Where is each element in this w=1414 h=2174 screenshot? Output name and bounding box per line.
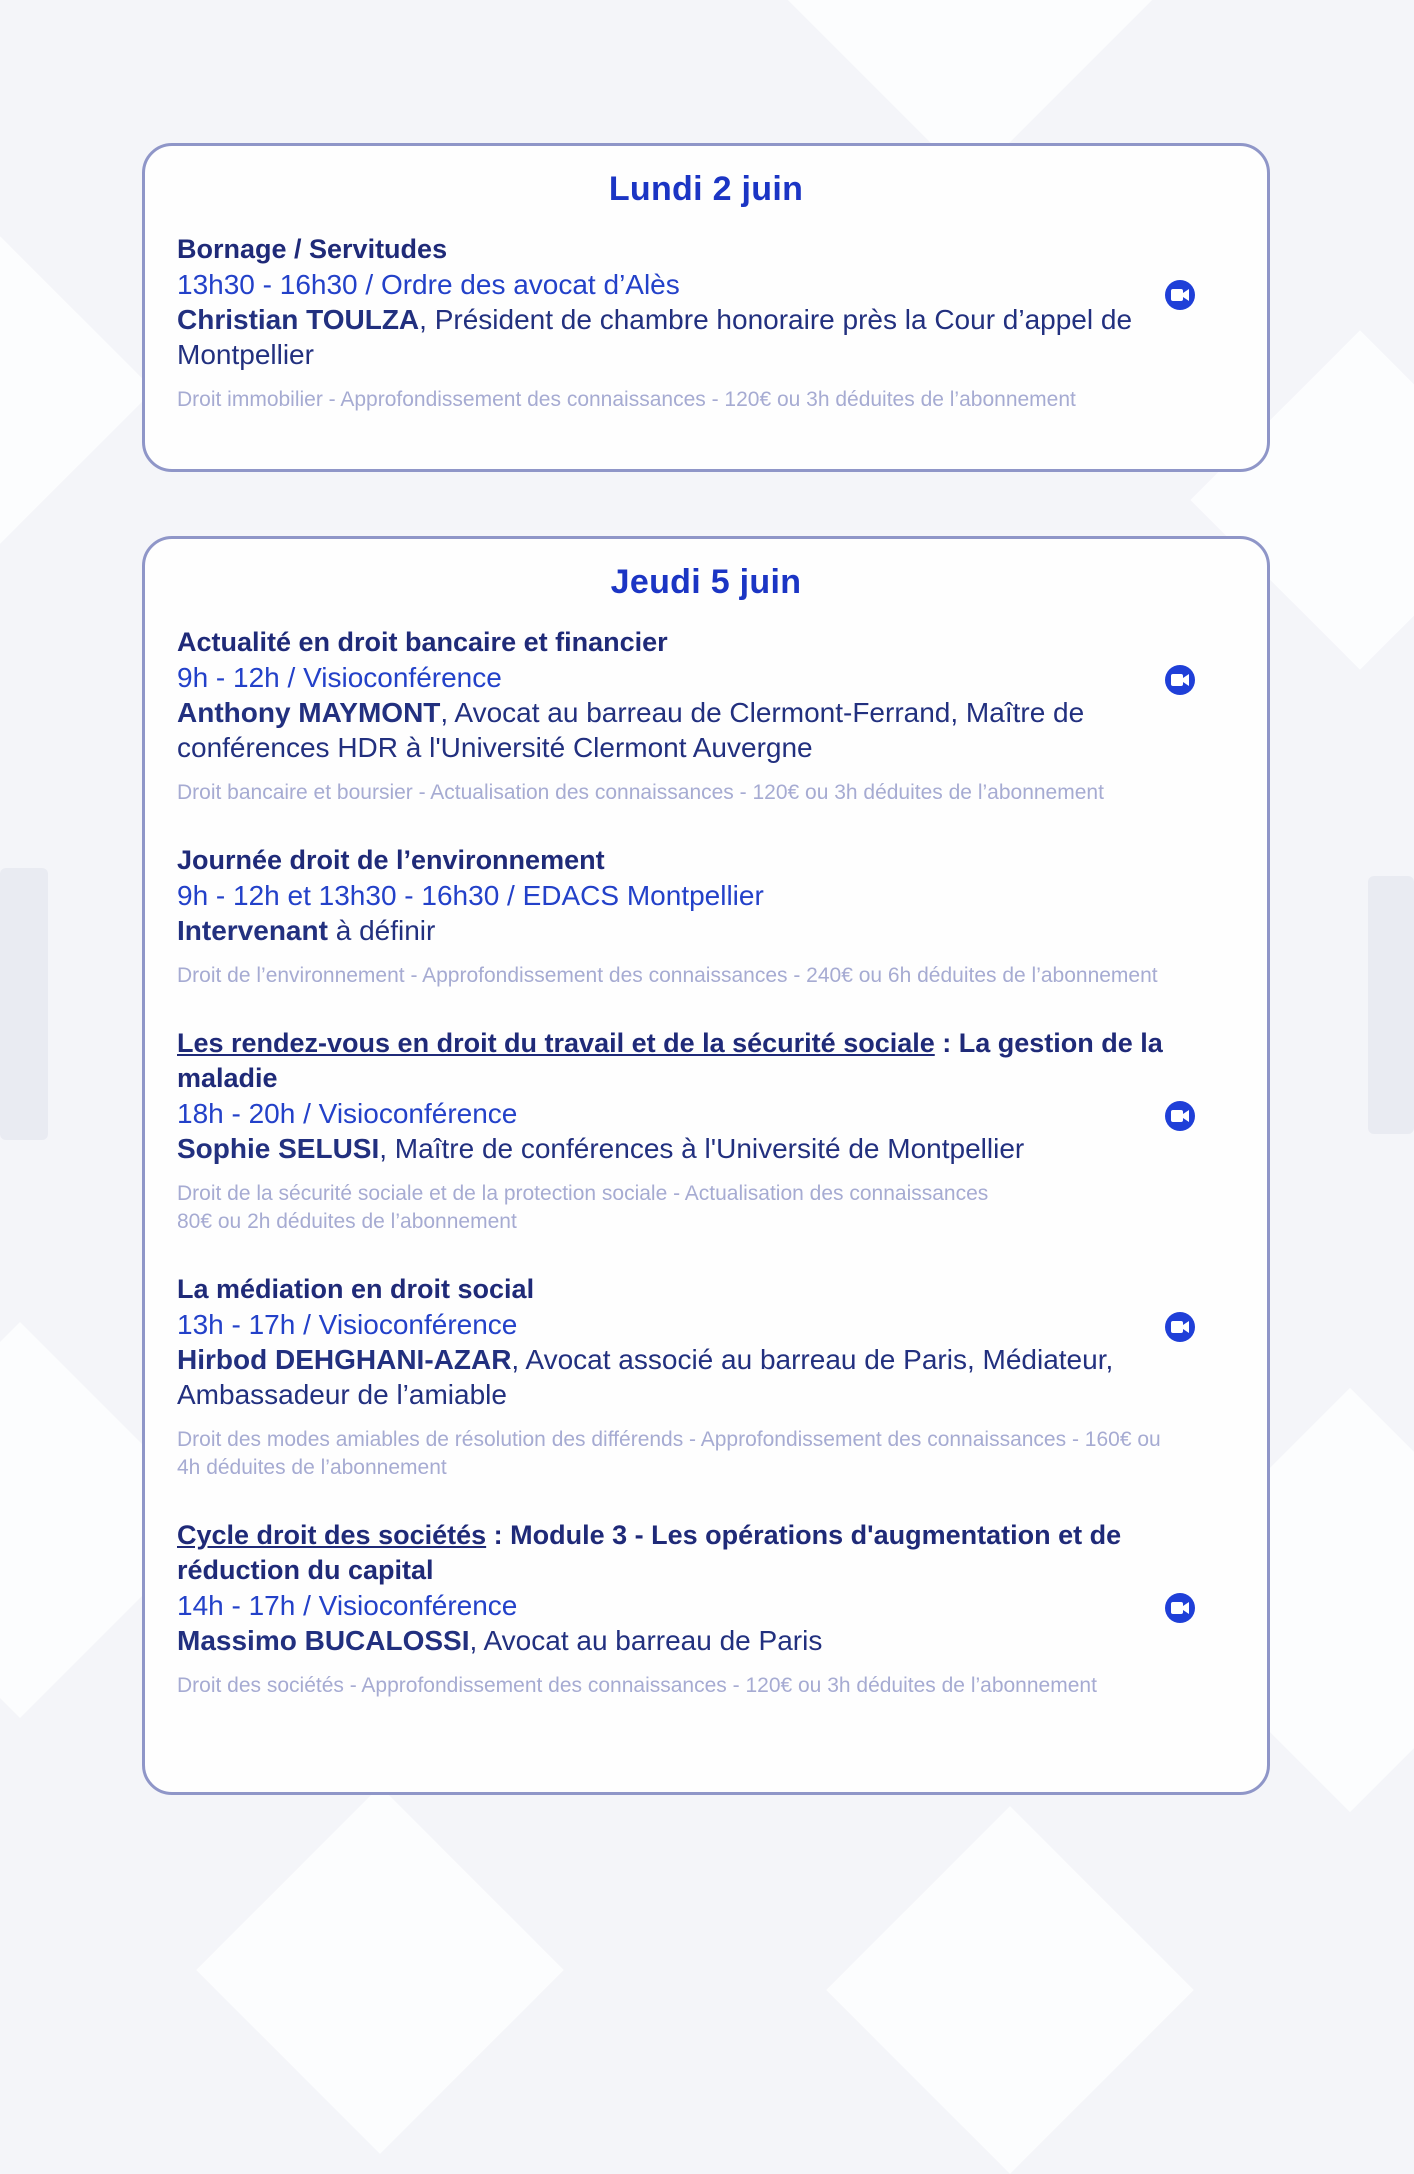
event-time-location: 18h - 20h / Visioconférence bbox=[177, 1098, 518, 1129]
background-diamond bbox=[826, 1806, 1194, 2174]
video-camera-icon[interactable] bbox=[1165, 665, 1195, 695]
event-title: Cycle droit des sociétés : Module 3 - Les opérations d'augmentation et de réduction du capital bbox=[177, 1520, 1122, 1585]
event-title: Bornage / Servitudes bbox=[177, 234, 448, 264]
background-diamond bbox=[196, 1786, 564, 2154]
event-speaker: Sophie SELUSI, Maître de conférences à l'Université de Montpellier bbox=[177, 1133, 1025, 1164]
event-item bbox=[145, 1518, 1267, 1700]
background-diamond bbox=[0, 206, 154, 574]
event-meta: Droit bancaire et boursier - Actualisation des connaissances - 120€ ou 3h déduites de l’abonnement bbox=[177, 781, 1104, 804]
event-title: Les rendez-vous en droit du travail et de la sécurité sociale : La gestion de la maladie bbox=[177, 1028, 1163, 1093]
event-meta: Droit immobilier - Approfondissement des connaissances - 120€ ou 3h déduites de l’abonnement bbox=[177, 388, 1076, 411]
event-item bbox=[145, 1272, 1267, 1482]
side-tab-left bbox=[0, 868, 48, 1140]
event-time-location: 9h - 12h / Visioconférence bbox=[177, 662, 502, 693]
event-meta: Droit de l’environnement - Approfondissement des connaissances - 240€ ou 6h déduites de l’abonnement bbox=[177, 964, 1158, 987]
event-time-location: 14h - 17h / Visioconférence bbox=[177, 1590, 518, 1621]
video-camera-icon[interactable] bbox=[1165, 1593, 1195, 1623]
event-time-location: 13h - 17h / Visioconférence bbox=[177, 1309, 518, 1340]
event-speaker: Anthony MAYMONT, Avocat au barreau de Clermont-Ferrand, Maître de conférences HDR à l'Université Clermont Auvergne bbox=[177, 697, 1085, 763]
day-card bbox=[142, 536, 1270, 1795]
event-speaker: Christian TOULZA, Président de chambre honoraire près la Cour d’appel de Montpellier bbox=[177, 304, 1133, 370]
day-title: Jeudi 5 juin bbox=[610, 563, 802, 601]
event-time-location: 9h - 12h et 13h30 - 16h30 / EDACS Montpellier bbox=[177, 880, 764, 911]
event-meta: Droit des modes amiables de résolution des différends - Approfondissement des connaissances - 160€ ou 4h déduites de l’abonnement bbox=[177, 1428, 1161, 1479]
day-title: Lundi 2 juin bbox=[608, 170, 804, 208]
event-item bbox=[145, 625, 1267, 807]
event-item bbox=[145, 1026, 1267, 1236]
side-tab-right bbox=[1368, 876, 1414, 1134]
event-item bbox=[145, 232, 1267, 414]
event-speaker: Hirbod DEHGHANI-AZAR, Avocat associé au barreau de Paris, Médiateur, Ambassadeur de l’amiable bbox=[177, 1344, 1114, 1410]
event-item bbox=[145, 843, 1267, 990]
video-camera-icon[interactable] bbox=[1165, 280, 1195, 310]
event-speaker: Massimo BUCALOSSI, Avocat au barreau de Paris bbox=[177, 1625, 823, 1656]
event-meta: Droit des sociétés - Approfondissement des connaissances - 120€ ou 3h déduites de l’abonnement bbox=[177, 1674, 1097, 1697]
event-title: Actualité en droit bancaire et financier bbox=[177, 627, 668, 657]
video-camera-icon[interactable] bbox=[1165, 1312, 1195, 1342]
event-title: La médiation en droit social bbox=[177, 1274, 535, 1304]
event-meta: Droit de la sécurité sociale et de la protection sociale - Actualisation des connaissances 80€ ou 2h déduites de l’abonnement bbox=[177, 1182, 989, 1233]
event-time-location: 13h30 - 16h30 / Ordre des avocat d’Alès bbox=[177, 269, 680, 300]
event-speaker: Intervenant à définir bbox=[177, 915, 436, 946]
event-title: Journée droit de l’environnement bbox=[177, 845, 605, 875]
day-card bbox=[142, 143, 1270, 472]
video-camera-icon[interactable] bbox=[1165, 1101, 1195, 1131]
